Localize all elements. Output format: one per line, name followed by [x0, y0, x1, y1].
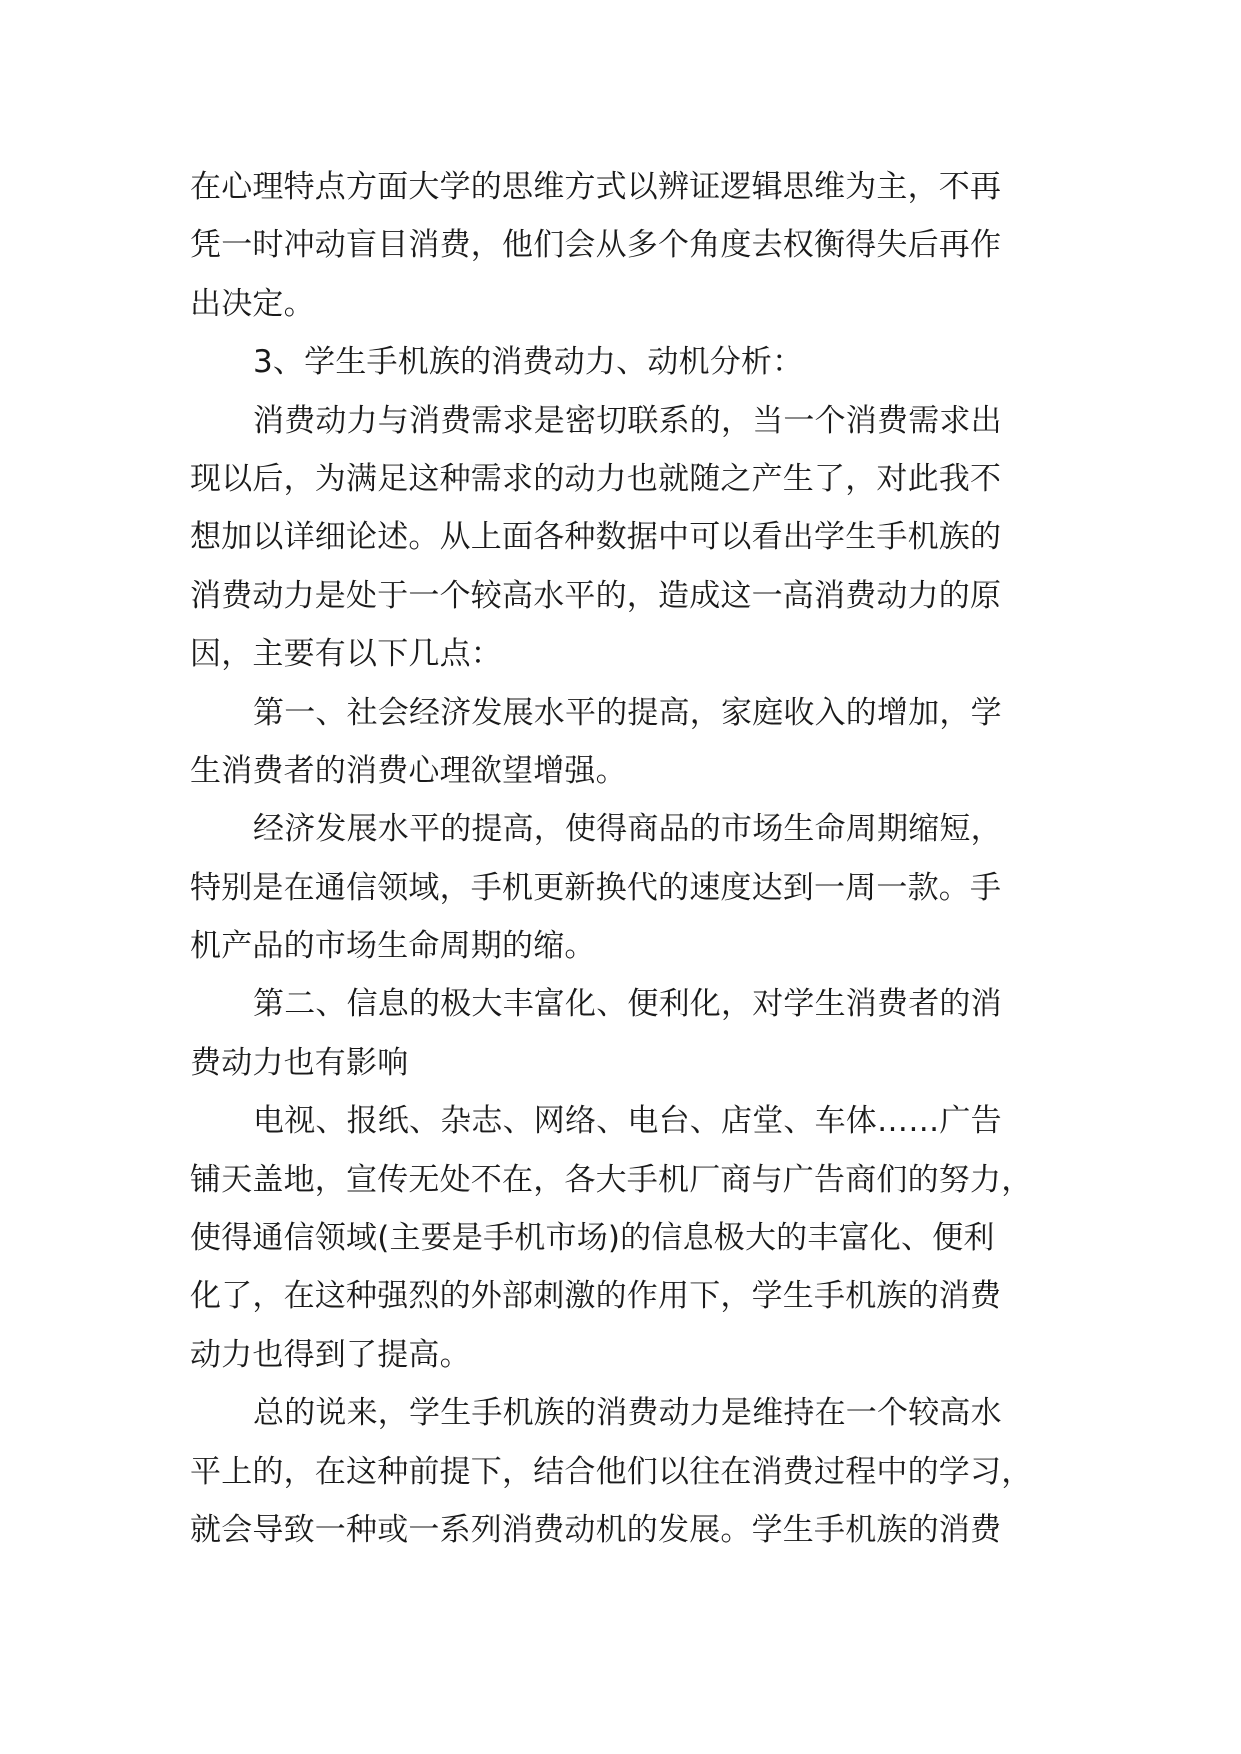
text-line: 电视、报纸、杂志、网络、电台、店堂、车体……广告	[253, 1103, 1002, 1140]
text-line: 特别是在通信领域，手机更新换代的速度达到一周一款。手	[190, 869, 1002, 906]
text-line: 费动力也有影响	[190, 1044, 409, 1081]
text-line: 化了，在这种强烈的外部刺激的作用下，学生手机族的消费	[190, 1278, 1002, 1315]
text-line: 出决定。	[190, 285, 315, 322]
text-line: 凭一时冲动盲目消费，他们会从多个角度去权衡得失后再作	[190, 227, 1002, 264]
text-line: 机产品的市场生命周期的缩。	[190, 928, 596, 965]
text-line: 第二、信息的极大丰富化、便利化，对学生消费者的消	[253, 986, 1002, 1023]
text-line: 第一、社会经济发展水平的提高，家庭收入的增加，学	[253, 694, 1002, 731]
text-line: 因，主要有以下几点：	[190, 636, 502, 673]
text-line: 消费动力与消费需求是密切联系的，当一个消费需求出	[253, 402, 1002, 439]
text-line: 现以后，为满足这种需求的动力也就随之产生了，对此我不	[190, 460, 1002, 497]
text-line: 在心理特点方面大学的思维方式以辨证逻辑思维为主，不再	[190, 169, 1002, 205]
text-line: 消费动力是处于一个较高水平的，造成这一高消费动力的原	[190, 577, 1002, 614]
text-line: 就会导致一种或一系列消费动机的发展。学生手机族的消费	[190, 1511, 1002, 1548]
text-line: 生消费者的消费心理欲望增强。	[190, 752, 627, 789]
body-text	[190, 158, 1060, 1559]
text-line: 使得通信领域(主要是手机市场)的信息极大的丰富化、便利	[190, 1220, 995, 1257]
text-line: 动力也得到了提高。	[190, 1336, 471, 1373]
text-line: 想加以详细论述。从上面各种数据中可以看出学生手机族的	[190, 519, 1002, 556]
text-line: 平上的，在这种前提下，结合他们以往在消费过程中的学习，	[190, 1453, 1033, 1490]
text-line: 经济发展水平的提高，使得商品的市场生命周期缩短，	[253, 811, 1002, 848]
section-heading: 3、学生手机族的消费动力、动机分析：	[253, 344, 804, 381]
text-line: 铺天盖地，宣传无处不在，各大手机厂商与广告商们的努力，	[190, 1161, 1033, 1198]
text-line: 总的说来，学生手机族的消费动力是维持在一个较高水	[253, 1395, 1002, 1432]
